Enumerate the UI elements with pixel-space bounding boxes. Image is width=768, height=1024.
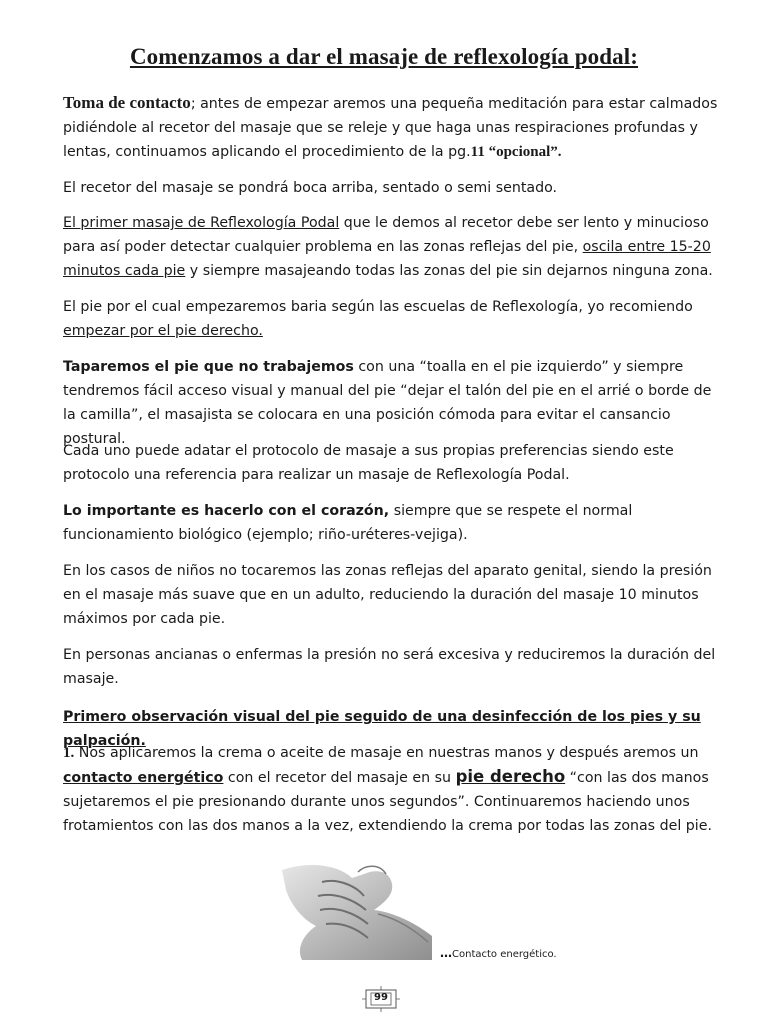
photo-caption: [440, 946, 557, 960]
step-number: 1.: [63, 745, 75, 761]
caption-text: Contacto energético.: [452, 949, 557, 960]
paragraph-protocolo: Cada uno puede adatar el protocolo de masaje a sus propias preferencias siendo este protocolo una referencia para realizar un masaje de Reflexología Podal.: [63, 443, 674, 483]
bold-text: Taparemos el pie que no trabajemos: [63, 359, 354, 375]
paragraph-text: con una “toalla en el pie izquierdo” y siempre tendremos fácil acceso visual y manual del pie “dejar el talón del pie en el arrié o borde de la camilla”, el masajista se colocara en una posición cómoda para evitar el cansancio postural.: [63, 359, 712, 447]
paragraph-pie-inicial: [63, 295, 723, 343]
hands-on-foot-photo: [282, 852, 432, 960]
paragraph-text: ; antes de empezar aremos una pequeña meditación para estar calmados pidiéndole al recetor del masaje que se releje y que haga unas respiraciones profundas y lentas, continuamos aplicando el procedimiento de la pg.: [63, 96, 718, 160]
underlined-bold-text: contacto energético: [63, 770, 224, 786]
paragraph-posicion: El recetor del masaje se pondrá boca arriba, sentado o semi sentado.: [63, 180, 558, 196]
paragraph-text: con el recetor del masaje en su: [223, 770, 456, 786]
bold-text: Lo importante es hacerlo con el corazón,: [63, 503, 390, 519]
paragraph-taparemos: [63, 355, 723, 451]
underlined-text: empezar por el pie derecho.: [63, 323, 263, 339]
paragraph-ancianos: En personas ancianas o enfermas la presión no será excesiva y reduciremos la duración del masaje.: [63, 647, 716, 687]
paragraph-toma-de-contacto: [63, 91, 723, 164]
underlined-text: El primer masaje de Reflexología Podal: [63, 215, 340, 231]
paragraph-ninos: En los casos de niños no tocaremos las zonas reflejas del aparato genital, siendo la presión en el masaje más suave que en un adulto, reduciendo la duración del masaje 10 minutos máximos por cada pie.: [63, 563, 712, 627]
page-reference: 11 “opcional”.: [470, 144, 562, 160]
page-title: Comenzamos a dar el masaje de reflexología podal:: [129, 44, 639, 69]
emphasis-text: pie derecho: [455, 767, 566, 786]
paragraph-text: siempre que se respete el normal funcionamiento biológico (ejemplo; riño-uréteres-vejiga).: [63, 503, 633, 543]
underlined-text: oscila entre 15-20 minutos cada pie: [63, 239, 711, 279]
paragraph-step-1: [63, 741, 723, 838]
caption-ellipsis: …: [440, 946, 452, 960]
page-number: 99: [374, 992, 388, 1003]
paragraph-text: que le demos al recetor debe ser lento y minucioso para así poder detectar cualquier problema en las zonas reflejas del pie,: [63, 215, 709, 255]
paragraph-text: “con las dos manos sujetaremos el pie presionando durante unos segundos”. Continuaremos haciendo unos frotamientos con las dos manos a la vez, extendiendo la crema por todas las zonas del pie.: [63, 770, 712, 834]
paragraph-corazon: [63, 499, 723, 547]
paragraph-text: y siempre masajeando todas las zonas del pie sin dejarnos ninguna zona.: [185, 263, 713, 279]
section-heading: Primero observación visual del pie seguido de una desinfección de los pies y su palpación.: [63, 709, 701, 749]
lead-heading: Toma de contacto: [63, 93, 191, 112]
paragraph-text: El pie por el cual empezaremos baria según las escuelas de Reflexología, yo recomiendo: [63, 299, 693, 315]
paragraph-primer-masaje: [63, 211, 723, 283]
paragraph-text: Nos aplicaremos la crema o aceite de masaje en nuestras manos y después aremos un: [74, 745, 699, 761]
